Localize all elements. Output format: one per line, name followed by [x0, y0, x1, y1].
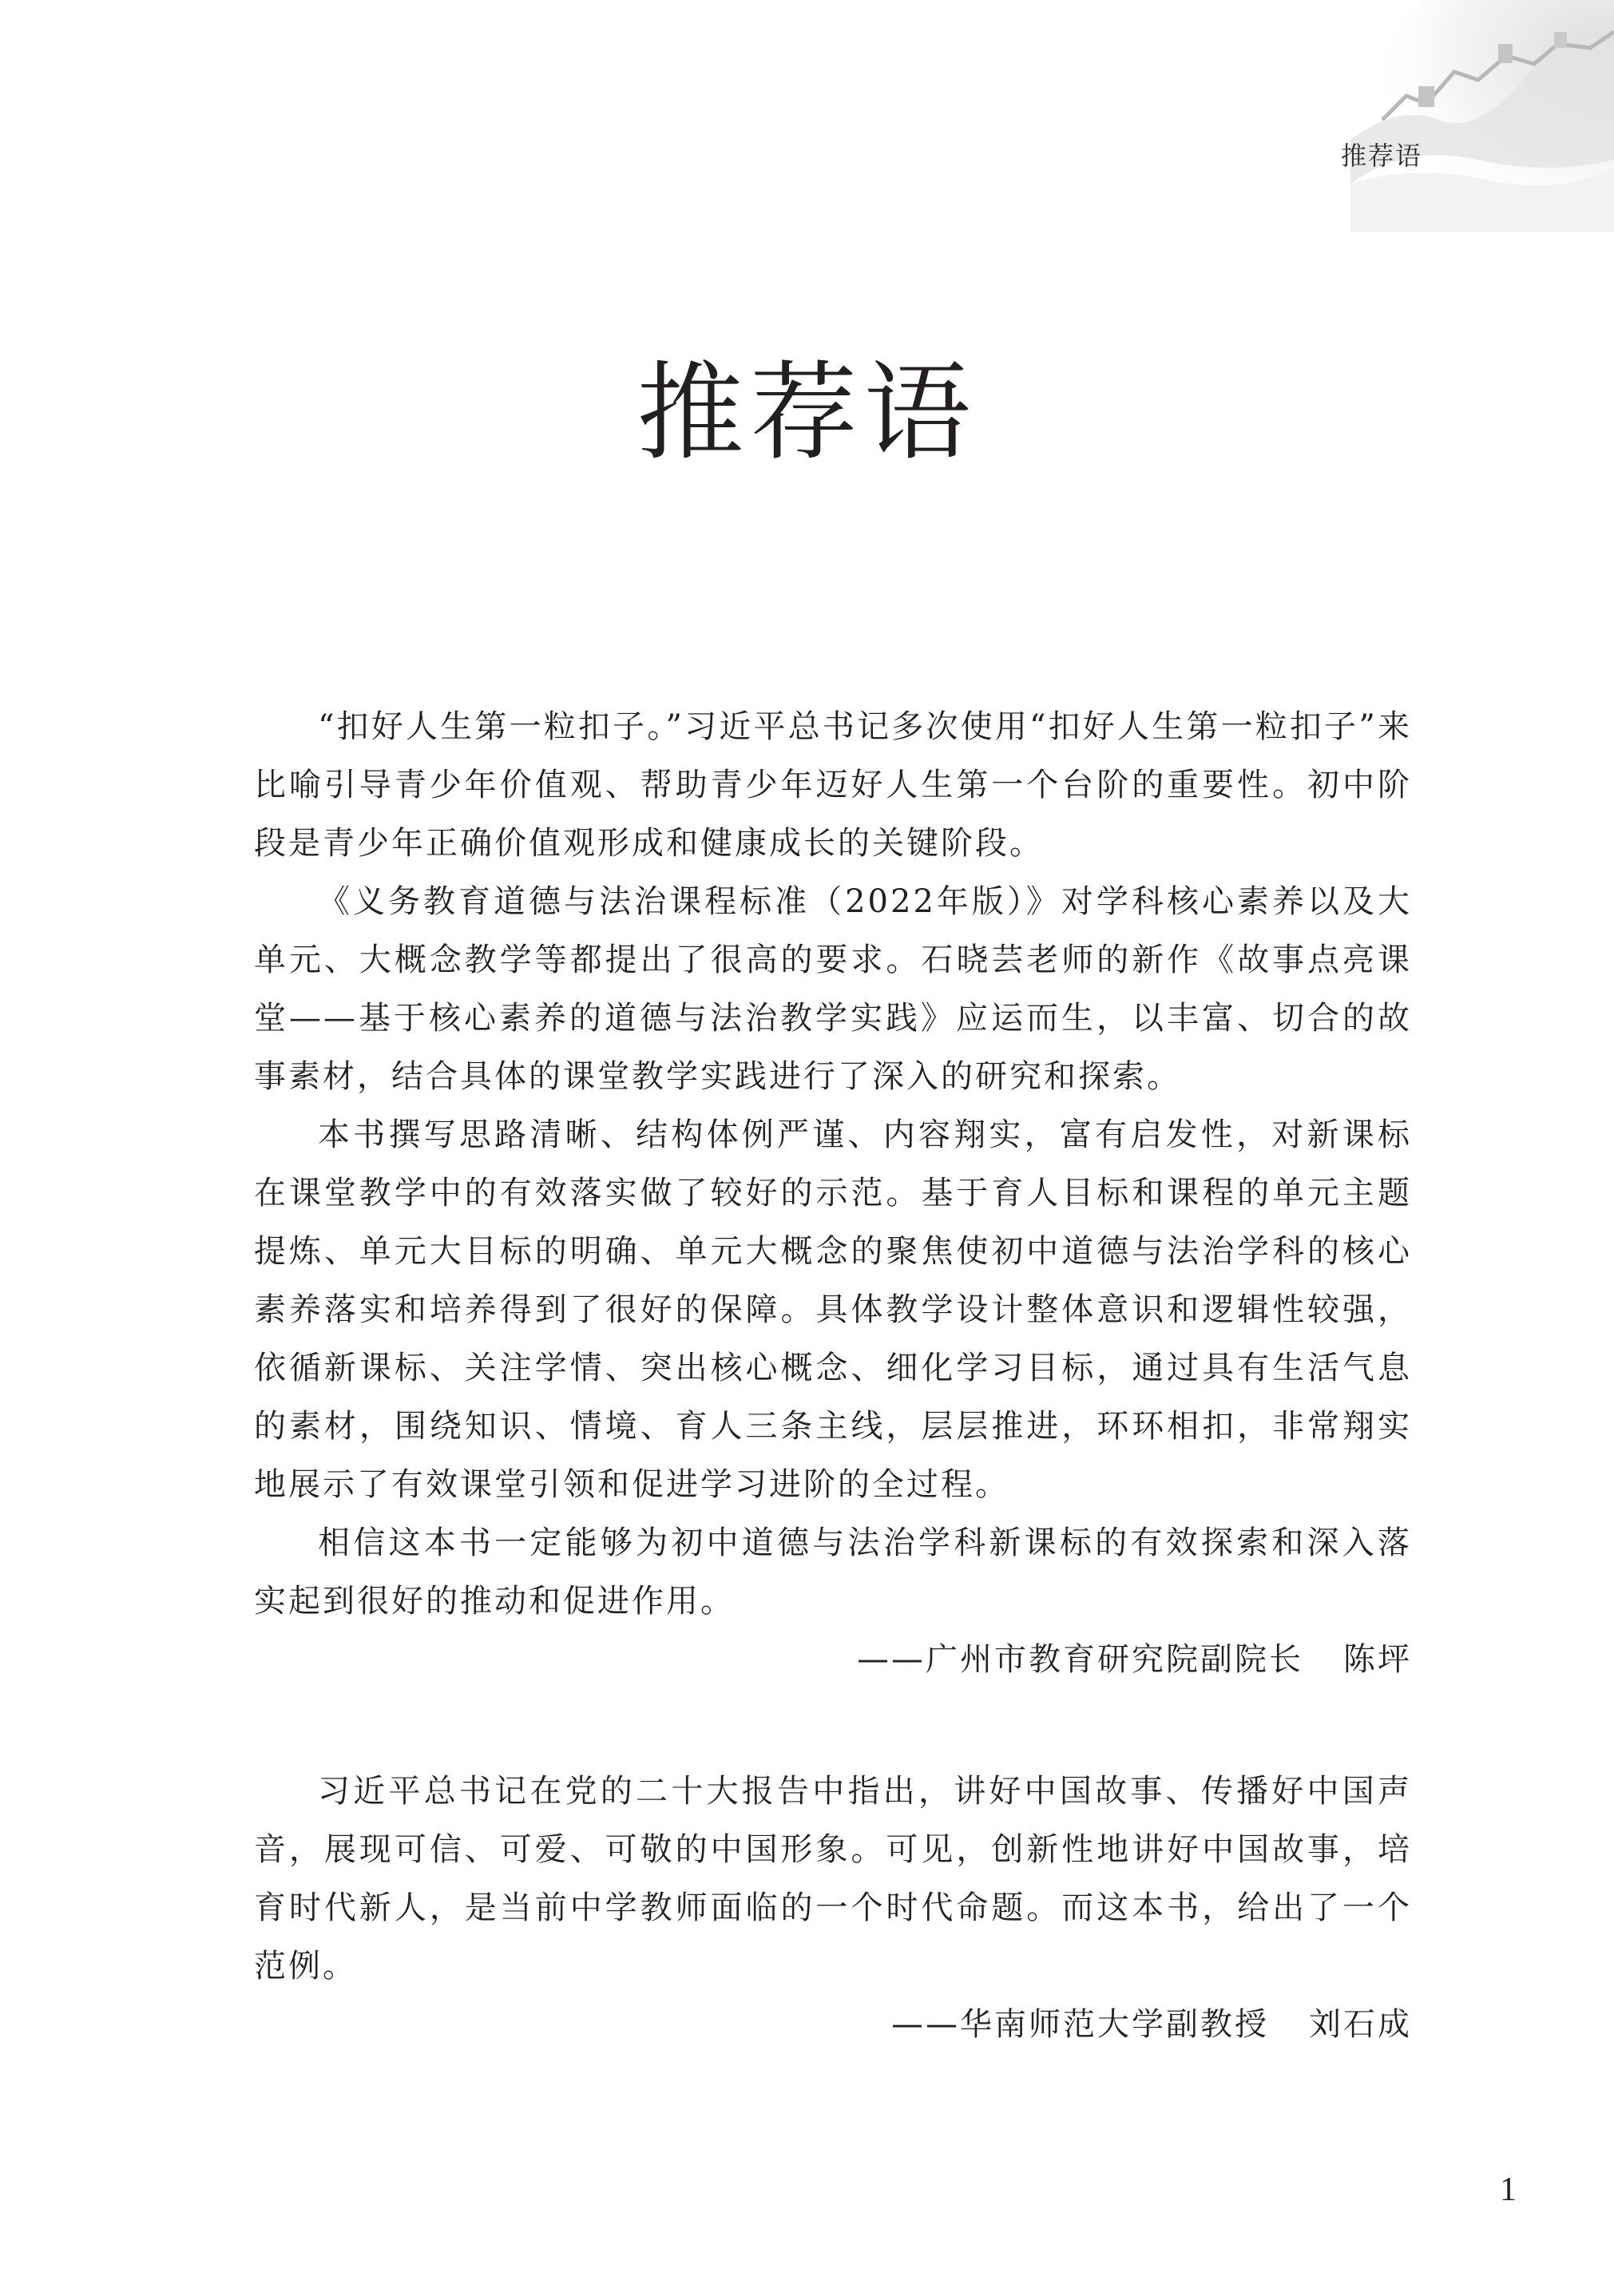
author-name: 刘石成 [1309, 2006, 1412, 2043]
attribution: ——华南师范大学副教授 [891, 2006, 1269, 2043]
attribution: ——广州市教育研究院副院长 [857, 1641, 1303, 1678]
endorsement-signature [254, 1996, 1412, 2054]
endorsement-2 [254, 1763, 1412, 2054]
paragraph: 《义务教育道德与法治课程标准（2022年版）》对学科核心素养以及大单元、大概念教学等都提出了很高的要求。石晓芸老师的新作《故事点亮课堂——基于核心素养的道德与法治教学实践》应运而生，以丰富、切合的故事素材，结合具体的课堂教学实践进行了深入的研究和探索。 [254, 883, 1412, 1095]
paragraph: 相信这本书一定能够为初中道德与法治学科新课标的有效探索和深入落实起到很好的推动和促进作用。 [254, 1525, 1412, 1620]
paragraph: “扣好人生第一粒扣子。”习近平总书记多次使用“扣好人生第一粒扣子”来比喻引导青少年价值观、帮助青少年迈好人生第一个台阶的重要性。初中阶段是青少年正确价值观形成和健康成长的关键阶段。 [254, 708, 1412, 862]
great-wall-watermark [1350, 0, 1614, 232]
endorsement-signature [254, 1631, 1412, 1689]
paragraph: 习近平总书记在党的二十大报告中指出，讲好中国故事、传播好中国声音，展现可信、可爱、可敬的中国形象。可见，创新性地讲好中国故事，培育时代新人，是当前中学教师面临的一个时代命题。而这本书，给出了一个范例。 [254, 1773, 1412, 1985]
running-header: 推荐语 [1340, 141, 1422, 171]
page-title: 推荐语 [636, 351, 978, 475]
paragraph: 本书撰写思路清晰、结构体例严谨、内容翔实，富有启发性，对新课标在课堂教学中的有效落实做了较好的示范。基于育人目标和课程的单元主题提炼、单元大目标的明确、单元大概念的聚焦使初中道德与法治学科的核心素养落实和培养得到了很好的保障。具体教学设计整体意识和逻辑性较强，依循新课标、关注学情、突出核心概念、细化学习目标，通过具有生活气息的素材，围绕知识、情境、育人三条主线，层层推进，环环相扣，非常翔实地展示了有效课堂引领和促进学习进阶的全过程。 [254, 1116, 1412, 1503]
author-name: 陈坪 [1343, 1641, 1412, 1678]
endorsement-1 [254, 698, 1412, 1689]
page-number: 1 [1500, 2171, 1517, 2208]
